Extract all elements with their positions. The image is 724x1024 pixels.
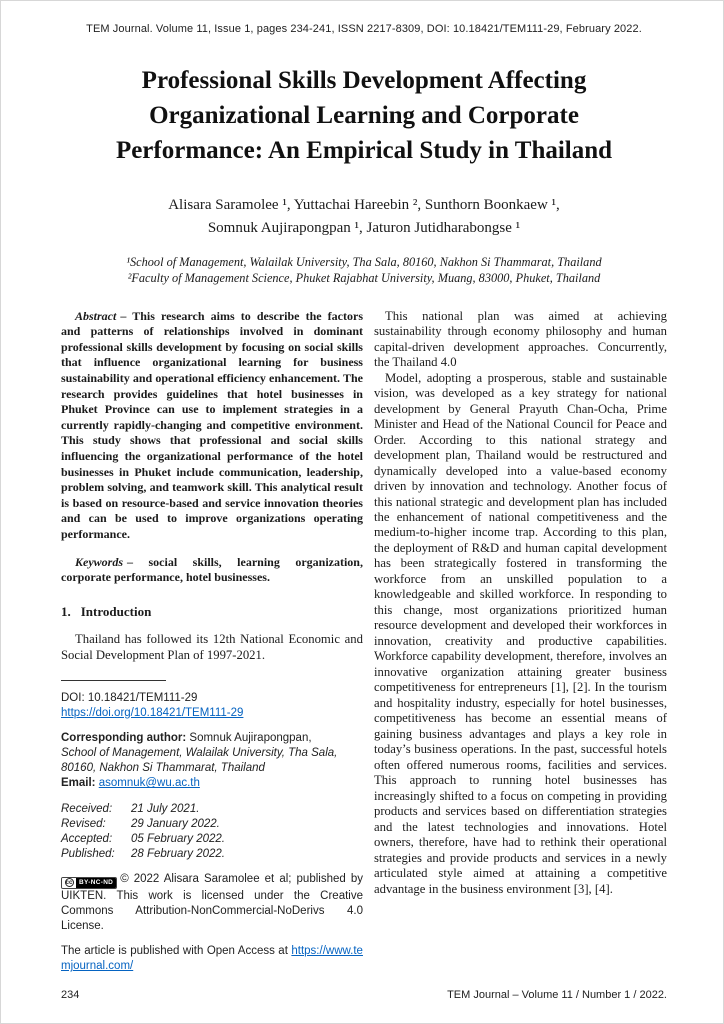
doi-link[interactable]: https://doi.org/10.18421/TEM111-29 [61,706,244,719]
keywords-text: – social skills, learning organization, corporate performance, hotel businesses. [61,554,363,585]
footnote-separator-rule [61,680,166,681]
affiliation-list [61,254,667,287]
title-line-3: Performance: An Empirical Study in Thailand [115,137,613,164]
paper-title [61,63,667,168]
revised-label: Revised: [61,817,106,830]
email-label: Email: [61,777,96,790]
body-paragraph-2: Model, adopting a prosperous, stable and sustainable vision, was developed as a key strategy for national development by General Prayuth Chan-Ocha, Prime Minister and Head of the National Council for Peace and Order. According to this national strategy and development plan, Thailand would be restructured and dynamically developed into a value-based economy driven by innovation and technology. Another focus of this national strategic and development plan has included the enhancement of national competitiveness and the medium-to-higher income trap. According to this plan, the deployment of R&D and human capital development has been strategically fostered in transforming the workforce from an unskilled population to a knowledgeable and skilled workforce. In responding to this change, most organizations prioritized human resource development and developed their workforces in innovation, creativity and productive capabilities. Workforce capability development, therefore, involves an innovative organization attaining greater business competitiveness for entrepreneurs [1], [2]. In the tourism and hospitality industry, especially for hotel businesses, competitiveness has become an essential means of gaining business advantages and plays a key role in today’s business operations. In the past, successful hotels often offered numerous rooms, facilities and services. This approach to running hotel businesses has increasingly shifted to a focus on competing in providing products and services based on differentiation strategies and the latest technologies and innovations. Hotel owners, therefore, have had to rethink their operational strategies and provide products and services in a newly articulated style aimed at attaining a competitive advantage in the business environment [3], [4]. [373,370,667,896]
published-date-row [61,847,363,862]
temjournal-link[interactable]: https://www.temjournal.com/ [61,945,363,973]
affiliation-1: ¹School of Management, Walailak University, Tha Sala, 80160, Nakhon Si Thammarat, Thailand [126,254,602,269]
title-line-1: Professional Skills Development Affecting [141,67,587,94]
page-number: 234 [61,989,80,1001]
doi-text: DOI: 10.18421/TEM111-29 [61,691,198,704]
footnote-block [61,691,363,975]
accepted-label: Accepted: [61,832,113,845]
email-line [61,776,363,791]
affiliation-2: ²Faculty of Management Science, Phuket Rajabhat University, Muang, 83000, Phuket, Thailand [127,271,601,286]
corresponding-author-affiliation: School of Management, Walailak University, Tha Sala, 80160, Nakhon Si Thammarat, Thailand [61,747,338,775]
article-dates-block [61,802,363,863]
right-column [374,309,667,985]
abstract-paragraph [61,309,363,543]
received-label: Received: [61,802,113,815]
author-list [61,194,667,241]
license-text: © 2022 Alisara Saramolee et al; published by UIKTEN. This work is licensed under the Creative Commons Attribution-NonCommercial-NoDerivs 4.0 License. [61,873,363,933]
corresponding-author-label: Corresponding author: [61,731,187,744]
author-line-1: Alisara Saramolee ¹, Yuttachai Hareebin ², Sunthorn Boonkaew ¹, [168,197,560,213]
license-block [61,872,363,934]
abstract-text: – This research aims to describe the factors and patterns of relationships involved in dominant professional skills development by focusing on social skills that influence organizational learning for business sustainability and operational efficiency enhancement. The research provides guidelines that hotel businesses in Phuket Province can use to implement strategies in a currently rapidly-changing and competitive environment. This study shows that professional and social skills influencing the organizational performance of the hotel businesses in Phuket include communication, leadership, problem solving, and teamwork skill. This analytical result is based on resource-based and service innovation theories and can be used to improve organizations operating performance. [61,308,363,541]
heading-number: 1. [61,603,71,619]
body-paragraph-1: This national plan was aimed at achieving sustainability through economy philosophy and human capital-driven development approaches. Concurrently, the Thailand 4.0 [373,308,667,370]
two-column-body [61,309,667,985]
heading-title: Introduction [80,603,152,619]
author-line-2: Somnuk Aujirapongpan ¹, Jaturon Jutidharabongse ¹ [207,220,521,237]
open-access-text: The article is published with Open Access at [61,945,288,958]
email-link[interactable]: asomnuk@wu.ac.th [98,777,200,790]
cc-circle-glyph: cc [65,880,73,887]
corresponding-author-line [61,731,363,746]
received-date-row [61,802,363,817]
open-access-block [61,944,363,974]
revised-date-row [61,817,363,832]
cc-badge-text: BY-NC-ND [76,877,116,889]
abstract-label: Abstract [75,308,117,323]
introduction-paragraph: Thailand has followed its 12th National Economic and Social Development Plan of 1997-2021. [61,631,363,662]
title-line-2: Organizational Learning and Corporate [149,102,579,129]
keywords-paragraph [61,555,363,586]
doi-block [61,691,363,721]
keywords-label: Keywords [75,554,123,569]
left-column [61,309,363,985]
corresponding-author-name: Somnuk Aujirapongpan, [186,731,312,744]
cc-license-badge [61,877,117,889]
corresponding-author-block [61,731,363,792]
received-value: 21 July 2021. [131,802,200,815]
introduction-heading [61,604,363,620]
revised-value: 29 January 2022. [131,817,220,830]
cc-icon [62,877,76,889]
footer-journal-info: TEM Journal – Volume 11 / Number 1 / 2022. [447,989,667,1001]
journal-header-line: TEM Journal. Volume 11, Issue 1, pages 234-241, ISSN 2217-8309, DOI: 10.18421/TEM111-29, February 2022. [86,23,642,35]
accepted-date-row [61,832,363,847]
accepted-value: 05 February 2022. [131,832,225,845]
published-value: 28 February 2022. [131,848,225,861]
page-footer [61,989,667,1001]
published-label: Published: [61,848,115,861]
